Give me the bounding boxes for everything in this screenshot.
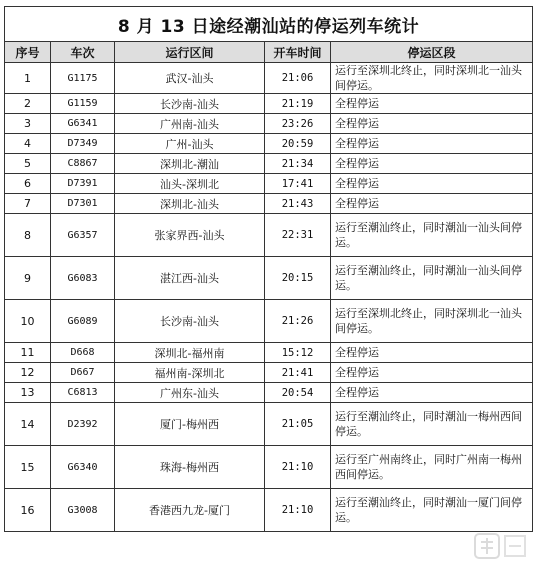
train-number: C8867: [51, 154, 115, 174]
header-row: [5, 42, 533, 63]
watermark-logo-icon: [471, 526, 531, 566]
route-cell: 张家界西-汕头: [115, 214, 265, 257]
departure-time: 15:12: [265, 343, 331, 363]
train-number: D7301: [51, 194, 115, 214]
header-route: 运行区间: [115, 42, 265, 63]
table-row: [5, 194, 533, 214]
train-number: D668: [51, 343, 115, 363]
train-number: C6813: [51, 383, 115, 403]
suspension-segment: 全程停运: [331, 154, 533, 174]
departure-time: 17:41: [265, 174, 331, 194]
table-row: [5, 343, 533, 363]
suspension-segment: 全程停运: [331, 94, 533, 114]
table-row: [5, 257, 533, 300]
route-cell: 珠海-梅州西: [115, 446, 265, 489]
suspension-segment: 运行至潮汕终止，同时潮汕一汕头间停运。: [331, 214, 533, 257]
route-cell: 广州-汕头: [115, 134, 265, 154]
train-number: D2392: [51, 403, 115, 446]
row-number: 16: [5, 489, 51, 532]
suspension-segment: 全程停运: [331, 114, 533, 134]
departure-time: 20:59: [265, 134, 331, 154]
route-cell: 厦门-梅州西: [115, 403, 265, 446]
suspension-segment: 全程停运: [331, 194, 533, 214]
suspension-segment: 运行至广州南终止，同时广州南一梅州西间停运。: [331, 446, 533, 489]
table-row: [5, 446, 533, 489]
train-number: G6340: [51, 446, 115, 489]
departure-time: 21:41: [265, 363, 331, 383]
header-time: 开车时间: [265, 42, 331, 63]
train-number: D7349: [51, 134, 115, 154]
train-number: G3008: [51, 489, 115, 532]
route-cell: 武汉-汕头: [115, 63, 265, 94]
table-row: [5, 300, 533, 343]
route-cell: 长沙南-汕头: [115, 94, 265, 114]
row-number: 12: [5, 363, 51, 383]
route-cell: 深圳北-潮汕: [115, 154, 265, 174]
table-row: [5, 383, 533, 403]
row-number: 11: [5, 343, 51, 363]
departure-time: 20:54: [265, 383, 331, 403]
row-number: 7: [5, 194, 51, 214]
row-number: 9: [5, 257, 51, 300]
table-title: 8 月 13 日途经潮汕站的停运列车统计: [5, 7, 533, 42]
table-row: [5, 174, 533, 194]
suspension-segment: 运行至深圳北终止，同时深圳北一汕头间停运。: [331, 63, 533, 94]
departure-time: 21:43: [265, 194, 331, 214]
suspension-segment: 全程停运: [331, 383, 533, 403]
header-no: 序号: [5, 42, 51, 63]
row-number: 10: [5, 300, 51, 343]
row-number: 14: [5, 403, 51, 446]
suspension-segment: 运行至潮汕终止，同时潮汕一厦门间停运。: [331, 489, 533, 532]
row-number: 15: [5, 446, 51, 489]
row-number: 3: [5, 114, 51, 134]
route-cell: 深圳北-福州南: [115, 343, 265, 363]
departure-time: 23:26: [265, 114, 331, 134]
train-number: G1159: [51, 94, 115, 114]
table-row: [5, 94, 533, 114]
suspension-segment: 运行至潮汕终止，同时潮汕一梅州西间停运。: [331, 403, 533, 446]
route-cell: 广州东-汕头: [115, 383, 265, 403]
row-number: 4: [5, 134, 51, 154]
departure-time: 21:05: [265, 403, 331, 446]
table-row: [5, 154, 533, 174]
departure-time: 21:10: [265, 489, 331, 532]
train-number: G6083: [51, 257, 115, 300]
table-row: [5, 214, 533, 257]
route-cell: 福州南-深圳北: [115, 363, 265, 383]
train-number: G1175: [51, 63, 115, 94]
departure-time: 20:15: [265, 257, 331, 300]
route-cell: 深圳北-汕头: [115, 194, 265, 214]
suspended-trains-table: [4, 6, 533, 532]
route-cell: 广州南-汕头: [115, 114, 265, 134]
suspension-segment: 全程停运: [331, 174, 533, 194]
departure-time: 21:10: [265, 446, 331, 489]
route-cell: 湛江西-汕头: [115, 257, 265, 300]
table-row: [5, 363, 533, 383]
suspension-segment: 全程停运: [331, 363, 533, 383]
row-number: 5: [5, 154, 51, 174]
header-segment: 停运区段: [331, 42, 533, 63]
departure-time: 21:19: [265, 94, 331, 114]
departure-time: 21:34: [265, 154, 331, 174]
table-row: [5, 403, 533, 446]
suspension-segment: 全程停运: [331, 343, 533, 363]
train-number: D7391: [51, 174, 115, 194]
train-number: D667: [51, 363, 115, 383]
header-train: 车次: [51, 42, 115, 63]
departure-time: 22:31: [265, 214, 331, 257]
suspension-segment: 运行至深圳北终止，同时深圳北一汕头间停运。: [331, 300, 533, 343]
train-number: G6341: [51, 114, 115, 134]
row-number: 13: [5, 383, 51, 403]
suspension-segment: 全程停运: [331, 134, 533, 154]
train-number: G6357: [51, 214, 115, 257]
table-row: [5, 63, 533, 94]
row-number: 2: [5, 94, 51, 114]
train-number: G6089: [51, 300, 115, 343]
table-row: [5, 114, 533, 134]
route-cell: 长沙南-汕头: [115, 300, 265, 343]
table-row: [5, 489, 533, 532]
row-number: 6: [5, 174, 51, 194]
suspension-segment: 运行至潮汕终止，同时潮汕一汕头间停运。: [331, 257, 533, 300]
row-number: 8: [5, 214, 51, 257]
departure-time: 21:06: [265, 63, 331, 94]
row-number: 1: [5, 63, 51, 94]
route-cell: 汕头-深圳北: [115, 174, 265, 194]
table-row: [5, 134, 533, 154]
route-cell: 香港西九龙-厦门: [115, 489, 265, 532]
departure-time: 21:26: [265, 300, 331, 343]
